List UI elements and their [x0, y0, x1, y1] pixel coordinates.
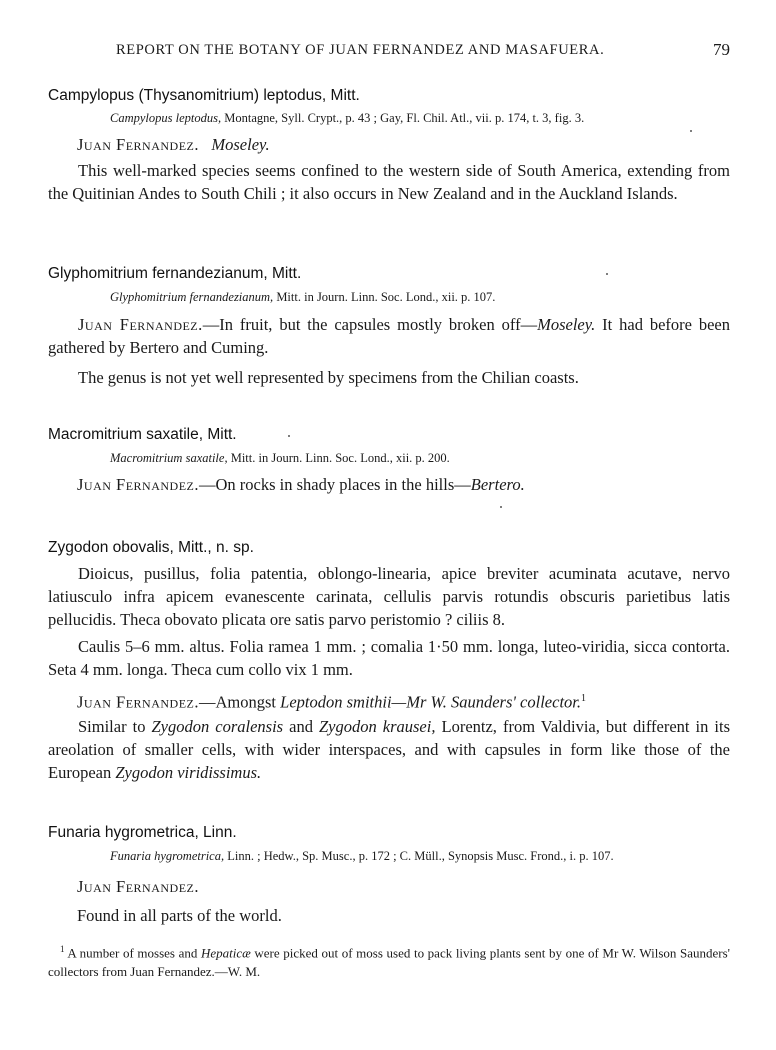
locality-text: —In fruit, but the capsules mostly broken off—: [202, 315, 538, 334]
text-span: Lorentz, from Valdivia, but different in its areolation of smaller cells, with wider interspaces, and with capsules in form like those of the European: [48, 717, 730, 782]
species-reference: [110, 450, 450, 467]
italic-term: Hepaticæ: [200, 945, 251, 961]
host-and-collector: Leptodon smithii—Mr W. Saunders' collector.: [280, 692, 581, 712]
locality-paragraph: [48, 314, 730, 360]
locality-place: Juan Fernandez.: [77, 135, 200, 154]
reference-taxon: Macromitrium saxatile,: [110, 451, 228, 465]
print-speck: [606, 273, 608, 275]
latin-diagnosis: Dioicus, pusillus, folia patentia, oblongo-linearia, apice breviter acuminata acutave, nervo latiusculo infra apicem evanescente carinata, cellulis parvis rotundis obscuris parietibus latis pellucidis. Theca obovato plicata ore satis parvo peristomio ? ciliis 8.: [48, 564, 730, 629]
locality-text: —On rocks in shady places in the hills—: [199, 475, 471, 494]
collector: Moseley.: [211, 135, 270, 154]
species-name: Zygodon viridissimus.: [115, 762, 262, 782]
comparison-paragraph: [48, 716, 730, 784]
text-span: and: [283, 717, 319, 736]
locality-place: Juan Fernandez.: [78, 315, 203, 334]
text-span: A number of mosses and: [64, 945, 201, 961]
locality-line: [77, 134, 270, 156]
print-speck: [500, 506, 502, 508]
running-title: REPORT ON THE BOTANY OF JUAN FERNANDEZ AND MASAFUERA.: [116, 42, 605, 58]
species-heading: Campylopus (Thysanomitrium) leptodus, Mitt.: [48, 87, 360, 104]
locality-tail: It had before been gathered by Bertero and Cuming.: [48, 315, 730, 357]
locality-line: [77, 876, 199, 898]
species-reference: [110, 289, 495, 306]
species-reference: [110, 848, 614, 865]
reference-citation: Montagne, Syll. Crypt., p. 43 ; Gay, Fl. Chil. Atl., vii. p. 174, t. 3, fig. 3.: [221, 111, 585, 125]
locality-place: Juan Fernandez.: [77, 877, 200, 896]
reference-citation: Mitt. in Journ. Linn. Soc. Lond., xii. p. 200.: [227, 451, 450, 465]
reference-taxon: Funaria hygrometrica,: [110, 849, 225, 863]
measurements: Caulis 5–6 mm. altus. Folia ramea 1 mm. ; comalia 1·50 mm. longa, luteo-viridia, sicca contorta. Seta 4 mm. longa. Theca cum collo vix 1 mm.: [48, 637, 730, 679]
species-name: Zygodon krausei,: [318, 717, 436, 736]
reference-taxon: Campylopus leptodus,: [110, 111, 222, 125]
collector: Bertero.: [470, 475, 525, 494]
species-heading: Macromitrium saxatile, Mitt.: [48, 426, 237, 443]
print-speck: [690, 130, 692, 132]
text-span: were picked out of moss used to pack living plants sent by one of Mr W. Wilson Saunders' collectors from Juan Fernandez.—W. M.: [48, 945, 730, 980]
paragraph: The genus is not yet well represented by specimens from the Chilian coasts.: [78, 368, 579, 387]
reference-taxon: Glyphomitrium fernandezianum,: [110, 290, 274, 304]
locality-line: [77, 474, 525, 496]
text-span: Similar to: [78, 717, 152, 736]
species-heading: Zygodon obovalis, Mitt., n. sp.: [48, 539, 254, 556]
page-header: [48, 42, 730, 64]
locality-place: Juan Fernandez.: [77, 692, 200, 712]
locality-text: —Amongst: [199, 692, 281, 712]
reference-citation: Mitt. in Journ. Linn. Soc. Lond., xii. p. 107.: [273, 290, 496, 304]
species-name: Zygodon coralensis: [151, 717, 284, 736]
species-heading: Glyphomitrium fernandezianum, Mitt.: [48, 265, 302, 282]
species-heading: Funaria hygrometrica, Linn.: [48, 824, 237, 841]
paragraph: Found in all parts of the world.: [77, 906, 282, 925]
footnote-reference: 1: [581, 693, 586, 704]
collector: Moseley.: [537, 315, 596, 334]
page-number: 79: [713, 40, 730, 59]
species-reference: [110, 110, 584, 127]
footnote-mark: 1: [60, 944, 65, 954]
print-speck: [288, 435, 290, 437]
locality-place: Juan Fernandez.: [77, 475, 200, 494]
locality-line: [77, 688, 586, 714]
footnote: [48, 940, 730, 981]
reference-citation: Linn. ; Hedw., Sp. Musc., p. 172 ; C. Müll., Synopsis Musc. Frond., i. p. 107.: [224, 849, 614, 863]
paragraph: This well-marked species seems confined to the western side of South America, extending from the Quitinian Andes to South Chili ; it also occurs in New Zealand and in the Auckland Islands.: [48, 161, 730, 203]
